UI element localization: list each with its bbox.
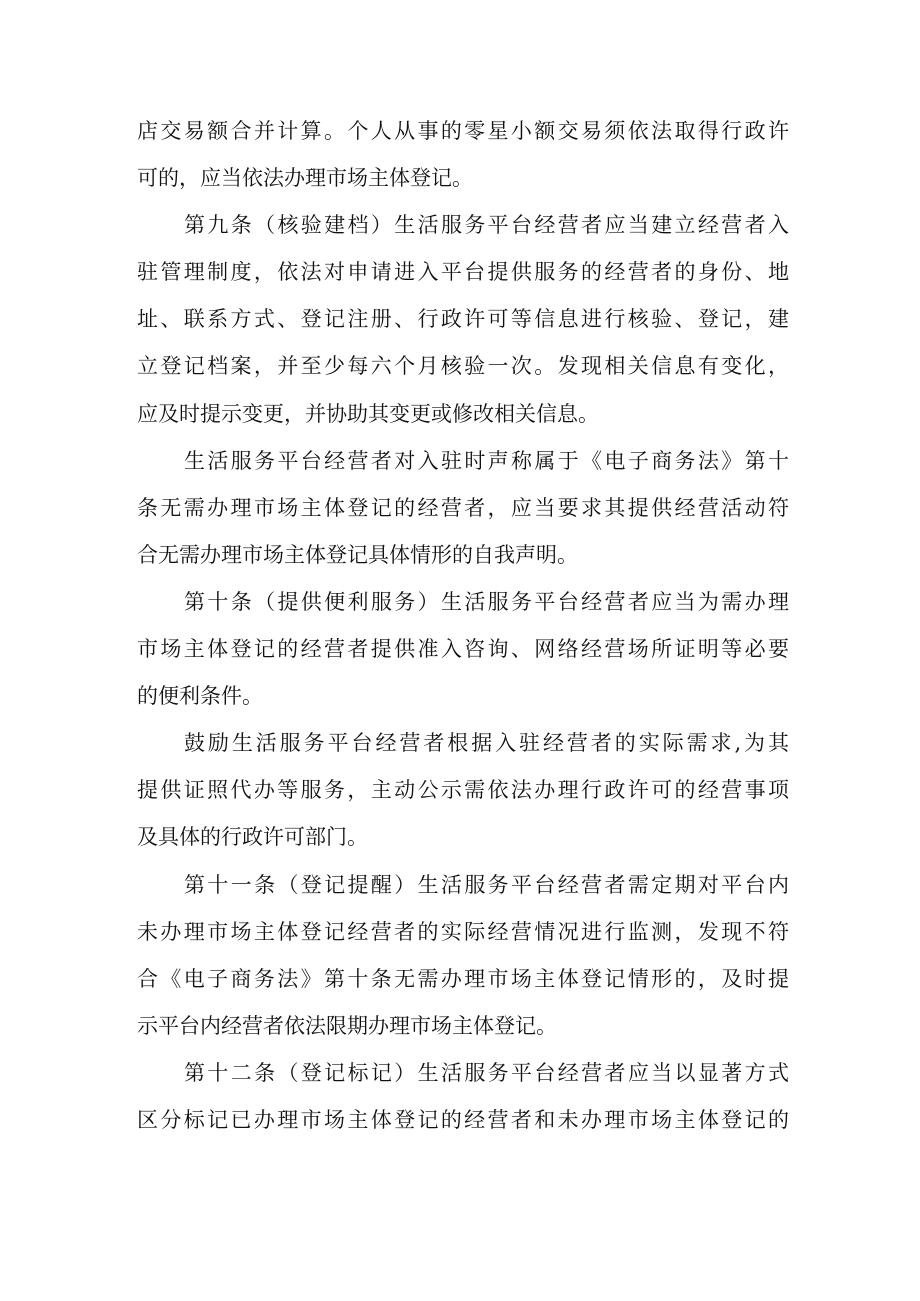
paragraph-line: 店交易额合并计算。个人从事的零星小额交易须依法取得行政许 — [137, 119, 789, 143]
paragraph-line: 示平台内经营者依法限期办理市场主体登记。 — [137, 1013, 557, 1038]
paragraph-first-line: 第十一条（登记提醒）生活服务平台经营者需定期对平台内 — [184, 872, 789, 897]
paragraph-first-line: 第九条（核验建档）生活服务平台经营者应当建立经营者入 — [184, 213, 789, 238]
paragraph-line: 立登记档案，并至少每六个月核验一次。发现相关信息有变化， — [137, 354, 789, 379]
paragraph-line: 未办理市场主体登记经营者的实际经营情况进行监测，发现不符 — [137, 919, 789, 944]
paragraph-first-line: 鼓励生活服务平台经营者根据入驻经营者的实际需求,为其 — [184, 731, 789, 756]
paragraph-line: 合无需办理市场主体登记具体情形的自我声明。 — [137, 542, 578, 567]
paragraph-line: 可的，应当依法办理市场主体登记。 — [137, 166, 473, 191]
paragraph-line: 的便利条件。 — [137, 684, 263, 709]
paragraph-line: 址、联系方式、登记注册、行政许可等信息进行核验、登记，建 — [137, 307, 789, 332]
paragraph-line: 条无需办理市场主体登记的经营者，应当要求其提供经营活动符 — [137, 495, 789, 520]
paragraph-line: 区分标记已办理市场主体登记的经营者和未办理市场主体登记的 — [137, 1107, 789, 1132]
paragraph-first-line: 第十条（提供便利服务）生活服务平台经营者应当为需办理 — [184, 589, 789, 614]
paragraph-line: 提供证照代办等服务，主动公示需依法办理行政许可的经营事项 — [137, 778, 789, 803]
document-body — [137, 108, 789, 1144]
paragraph-line: 应及时提示变更，并协助其变更或修改相关信息。 — [137, 401, 599, 426]
paragraph-first-line: 第十二条（登记标记）生活服务平台经营者应当以显著方式 — [184, 1060, 789, 1085]
paragraph-line: 合《电子商务法》第十条无需办理市场主体登记情形的，及时提 — [137, 966, 789, 991]
paragraph-line: 及具体的行政许可部门。 — [137, 825, 368, 850]
paragraph-line: 市场主体登记的经营者提供准入咨询、网络经营场所证明等必要 — [137, 637, 789, 662]
paragraph-line: 驻管理制度，依法对申请进入平台提供服务的经营者的身份、地 — [137, 260, 789, 285]
paragraph-first-line: 生活服务平台经营者对入驻时声称属于《电子商务法》第十 — [184, 448, 789, 473]
